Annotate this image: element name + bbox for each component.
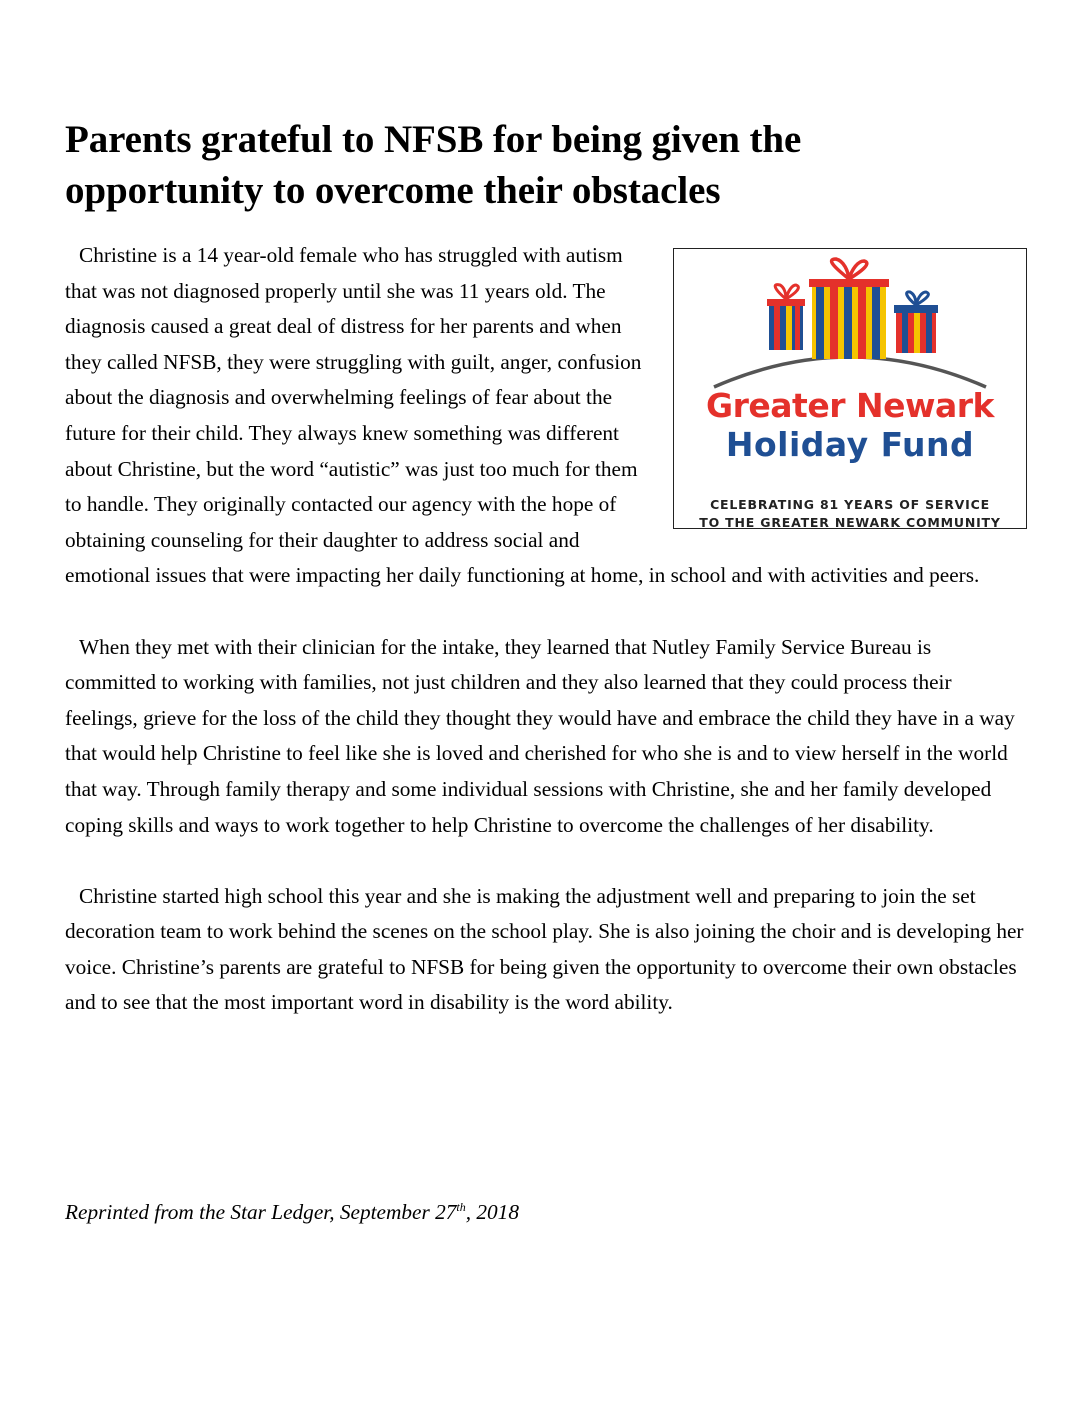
logo-tagline-line2: TO THE GREATER NEWARK COMMUNITY	[699, 515, 1001, 530]
paragraph-1: Christine is a 14 year-old female who has struggled with autism that was not diagnosed properly until she was 11 years old. The diagnosis caused a great deal of distress for her parents and when they called NFSB, they were struggling with guilt, anger, confusion about the diagnosis and overwhelming feelings of fear about the future for their child. They always knew something was different about Christine, but the word “autistic” was just too much for them to handle. They originally contacted our agency with the hope of obtaining counseling for their daughter to address social and emotional issues that were impacting her daily functioning at home, in school and with activities and peers.	[65, 243, 980, 588]
paragraph-2: When they met with their clinician for the intake, they learned that Nutley Family Service Bureau is committed to working with families, not just children and they also learned that they could process their feelings, grieve for the loss of the child they thought they would have and embrace the child they have in a way that would help Christine to feel like she is loved and cherished for who she is and to view herself in the world that way. Through family therapy and some individual sessions with Christine, she and her family developed coping skills and ways to work together to help Christine to overcome the challenges of her disability.	[65, 634, 1015, 837]
gift-right	[894, 292, 938, 353]
gift-center	[809, 259, 889, 359]
paragraph-3: Christine started high school this year and she is making the adjustment well and preparing to join the set decoration team to work behind the scenes on the school play. She is also joining the choir and is developing her voice. Christine’s parents are grateful to NFSB for being given the opportunity to overcome their own obstacles and to see that the most important word in disability is the word ability.	[65, 883, 1024, 1015]
reprint-credit	[65, 1200, 519, 1225]
logo-title-line1: Greater Newark	[706, 386, 994, 425]
logo-title-line2: Holiday Fund	[725, 425, 975, 464]
credit-year: , 2018	[465, 1200, 519, 1225]
gift-left	[767, 285, 805, 350]
credit-prefix: Reprinted from the Star Ledger, September 27	[65, 1200, 457, 1225]
holiday-fund-logo	[673, 248, 1027, 529]
logo-tagline-line1: CELEBRATING 81 YEARS OF SERVICE	[710, 497, 990, 512]
article-body	[65, 238, 1027, 1057]
headline: Parents grateful to NFSB for being given the opportunity to overcome their obstacles	[65, 118, 802, 212]
swoosh-arc	[714, 357, 986, 387]
credit-ordinal: th	[456, 1200, 466, 1214]
